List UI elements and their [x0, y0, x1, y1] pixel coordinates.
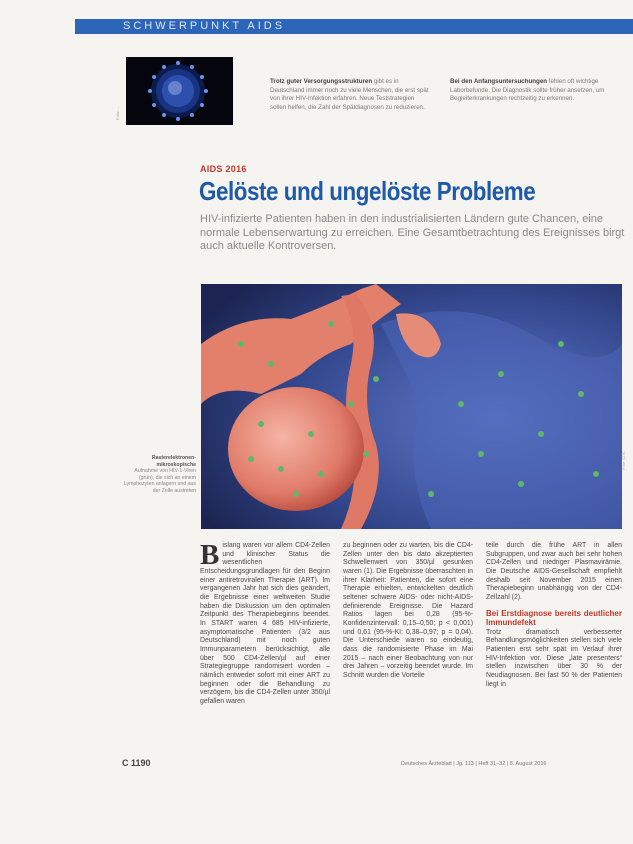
caption-text: Aufnahme von HIV-1-Viren (grün), die sich an einem Lymphozyten anlagern und aus der Zelle austreten [123, 468, 196, 494]
dropcap: B [200, 539, 220, 571]
photo-credit: Foto: CDC [621, 451, 626, 470]
body-column-3 [486, 542, 622, 689]
body-column-1 [200, 539, 330, 706]
article-lead: HIV-infizierte Patienten haben in den industrialisierten Ländern gute Chancen, eine normale Lebenserwartung zu erreichen. Eine Gesamtbetrachtung des Ereignisses birgt auch aktuelle Kontroversen. [200, 213, 625, 252]
section-band [75, 19, 633, 34]
teaser-right [450, 78, 610, 104]
image-credit: Foto: ... [115, 106, 120, 120]
photo-caption [123, 455, 196, 495]
teaser-text: gibt es in Deutschland immer noch zu viele Menschen, die erst spät von ihrer HIV-Infektion erfahren. Neue Teststrategien sollen helfen, die Zahl der Spätdiagnosen zu reduzieren. [270, 78, 429, 111]
body-text: zu beginnen oder zu warten, bis die CD4-Zellen unter den bis dato akzeptierten Schwellenwert von 350/µl gesunken waren (1). Die Ergebnisse überraschten in ihrer Klarheit: Patienten, die sofort eine Therapie erhielten, entwickelten deutlich seltener schwere AIDS- oder nicht-AIDS-definierende Ereignisse. Die Hazard Ratios lagen bei 0,28 (95-%-Konfidenzintervall: 0,15–0,50; p < 0,001) und 0,61 (95-%-KI: 0,38–0,97; p = 0,04). Die Unterschiede waren so eindeutig, dass die randomisierte Phase im Mai 2015 – nach einer Beobachtung von nur drei Jahren – vorzeitig beendet wurde. Im Schnitt wurden die Vorteile [343, 542, 473, 679]
hiv-micrograph [201, 284, 622, 529]
section-band-label: SCHWERPUNKT AIDS [123, 20, 286, 32]
body-text: islang waren vor allem CD4-Zellen und klinischer Status die wesentlichen Entscheidungsgrundlagen für den Beginn einer antiretroviralen Therapie (ART). Im vergangenen Jahr hat sich dies geändert, die Ergebnisse einer weltweiten Studie haben die Diskussion um den optimalen Zeitpunkt des Therapiebeginns beendet. In START waren 4 685 HIV-infizierte, asymptomatische Patienten (3/2 aus Deutschland) mit noch guten Immunparametern berücksichtigt, alle über 500 CD4-Zellen/µl auf einer Strategiegruppe randomisiert worden – nämlich entweder sofort mit einer ART zu beginnen oder die Behandlung zu verzögern, bis die CD4-Zellen unter 350/µl gefallen waren [200, 542, 330, 705]
virus-image [126, 57, 233, 125]
teaser-text: fehlen oft wichtige Laborbefunde. Die Diagnostik sollte früher ansetzen, um Begleiterkrankungen rechtzeitig zu erkennen. [450, 78, 605, 102]
teaser-left [270, 78, 432, 112]
teaser-title: Trotz guter Versorgungsstrukturen [270, 78, 373, 85]
body-text: Trotz dramatisch verbesserter Behandlungsmöglichkeiten stellen sich viele Patienten erst sehr spät im Verlauf ihrer HIV-Infektion vor. Diese „late presenters“ stellen inzwischen über 30 % der Neudiagnosen. Bei fast 50 % der Patienten liegt in [486, 628, 622, 688]
journal-footer: Deutsches Ärzteblatt | Jg. 113 | Heft 31–32 | 8. August 2016 [401, 761, 547, 767]
article-kicker: AIDS 2016 [200, 164, 247, 174]
article-headline: Gelöste und ungelöste Probleme [199, 176, 536, 206]
section-subhead: Bei Erstdiagnose bereits deutlicher Immundefekt [486, 608, 622, 627]
body-column-2 [343, 542, 473, 681]
teaser-title: Bei den Anfangsuntersuchungen [450, 78, 548, 85]
body-text: teile durch die frühe ART in allen Subgruppen, und zwar auch bei sehr hohen CD4-Zellen und niedriger Plasmavirämie. Die Deutsche AIDS-Gesellschaft empfiehlt deshalb seit November 2015 einen Therapiebeginn unabhängig von der CD4-Zellzahl (2). [486, 542, 622, 601]
caption-title: Rasterelektronen-mikroskopische [151, 455, 196, 468]
page-number: C 1190 [122, 758, 151, 768]
